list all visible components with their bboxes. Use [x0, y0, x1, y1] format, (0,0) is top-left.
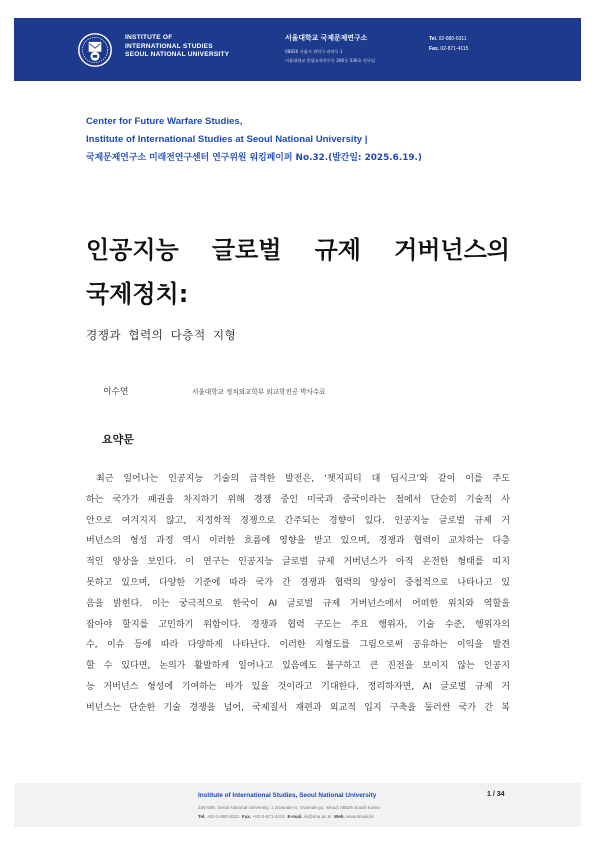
title-line-2: 국제정치: — [86, 280, 189, 308]
author-affiliation: 서울대학교 정치외교학부 외교학전공 박사수료 — [192, 388, 326, 396]
series-line-1: Center for Future Warfare Studies, — [86, 116, 243, 127]
header-address-line: 서울대학교 종합교육연구동 200동 536호 연구실 — [285, 58, 376, 63]
series-info — [86, 113, 422, 167]
header-band — [14, 18, 581, 81]
abstract-line: 못하고 있으며, 다양한 기준에 따라 국가 간 경쟁과 협력의 양상이 중첩적으로 나타나고 있 — [86, 577, 510, 588]
tel-label: Tel. — [429, 36, 438, 42]
header-contact — [429, 35, 468, 54]
series-line-2: Institute of International Studies at Seoul National University | — [86, 134, 368, 145]
title-word: 글로벌 — [211, 236, 282, 264]
footer-web-link[interactable]: www.snuiis.kr — [346, 814, 374, 819]
title-word: 규제 — [314, 236, 361, 264]
page-subtitle: 경쟁과 협력의 다층적 지형 — [86, 328, 237, 342]
footer-tel-label: Tel. — [198, 814, 206, 819]
abstract-line: 최근 일어나는 인공지능 기술의 급격한 발전은, ‘챗지피티 대 딥시크’와 같이 이를 주도 — [96, 474, 510, 484]
footer-web-label: Web. — [333, 814, 345, 819]
footer-institute: Institute of International Studies, Seoul National University — [198, 792, 377, 799]
title-word: 인공지능 — [86, 236, 179, 264]
abstract-line: 음을 밝힌다. 이는 궁극적으로 한국이 AI 글로벌 규제 거버넌스에서 어떠한 위치와 역할을 — [86, 598, 510, 609]
institute-name-en-line: SEOUL NATIONAL UNIVERSITY — [125, 51, 230, 59]
abstract-line: 적인 양상을 보인다. 이 연구는 인공지능 글로벌 규제 거버넌스가 아직 온전한 형태를 띠지 — [86, 557, 510, 568]
fax-label: Fax. — [429, 45, 440, 52]
header-address-line: 08826 서울시 관악구 관악로 1 — [285, 49, 343, 54]
institute-name-en-line: INTERNATIONAL STUDIES — [125, 42, 213, 50]
page-title — [86, 228, 510, 316]
abstract-heading: 요약문 — [102, 433, 134, 446]
footer-tel: +82-2-880-6311 — [206, 814, 240, 819]
tel-value: 02-880-6311 — [438, 36, 467, 42]
abstract-line: 잡아야 할지를 고민하기 위함이다. 경쟁과 협력 구도는 주요 행위자, 기술 수준, 행위자의 — [86, 619, 510, 630]
header-tel — [429, 35, 468, 45]
abstract-line: 버넌스는 단순한 기술 경쟁을 넘어, 국제질서 재편과 외교적 입지 구축을 둘러싼 국가 간 복 — [86, 702, 510, 713]
institute-name-en — [125, 34, 229, 60]
header-fax — [429, 45, 468, 55]
page-number: 1 / 34 — [487, 791, 505, 798]
footer-address: 236-506, Seoul National University, 1 Gwanak-ro, Gwanak-gu, Seoul, 08826 South Korea — [198, 805, 380, 810]
series-line-3: 국제문제연구소 미래전연구센터 연구위원 워킹페이퍼 No.32.(발간일: 2025.6.19.) — [86, 153, 422, 163]
institute-name-ko: 서울대학교 국제문제연구소 — [285, 34, 368, 42]
abstract-line: 수, 이슈 등에 따라 다양하게 나타난다. 이러한 지형도를 그림으로써 공유하는 이익을 발견 — [86, 640, 510, 651]
footer-contact — [198, 814, 374, 819]
abstract-line: 버넌스의 형성 과정 역시 이러한 흐름에 영향을 받고 있으며, 경쟁과 협력이 교차하는 다층 — [86, 536, 510, 547]
fax-value: 02-871-4115 — [440, 45, 469, 52]
footer-email-label: E-mail. — [287, 814, 303, 819]
snu-emblem-icon — [77, 32, 113, 68]
footer-email-link[interactable]: iis@snu.ac.kr — [303, 814, 332, 819]
header-address — [285, 47, 375, 65]
abstract-line: 하는 국가가 패권을 차지하기 위해 경쟁 중인 미국과 중국이라는 점에서 단순히 기술적 사 — [86, 494, 510, 505]
abstract-body — [86, 469, 510, 719]
institute-name-en-line: INSTITUTE OF — [125, 34, 173, 41]
footer-fax: +82-2-871-4115 — [252, 814, 285, 819]
title-line-1 — [86, 228, 510, 272]
footer-fax-label: Fax. — [241, 814, 252, 819]
abstract-line: 할 수 있다면, 논의가 활발하게 일어나고 있음에도 불구하고 큰 진전을 보이지 않는 인공지 — [86, 661, 510, 672]
abstract-line: 안으로 여겨지지 않고, 지정학적 경쟁으로 간주되는 경향이 있다. 인공지능 글로벌 규제 거 — [86, 515, 510, 526]
author-name: 이수연 — [103, 387, 129, 397]
abstract-line: 능 거버넌스 형성에 기여하는 바가 있을 것이라고 기대한다. 정리하자면, AI 글로벌 규제 거 — [86, 681, 510, 692]
title-word: 거버넌스의 — [394, 236, 510, 264]
